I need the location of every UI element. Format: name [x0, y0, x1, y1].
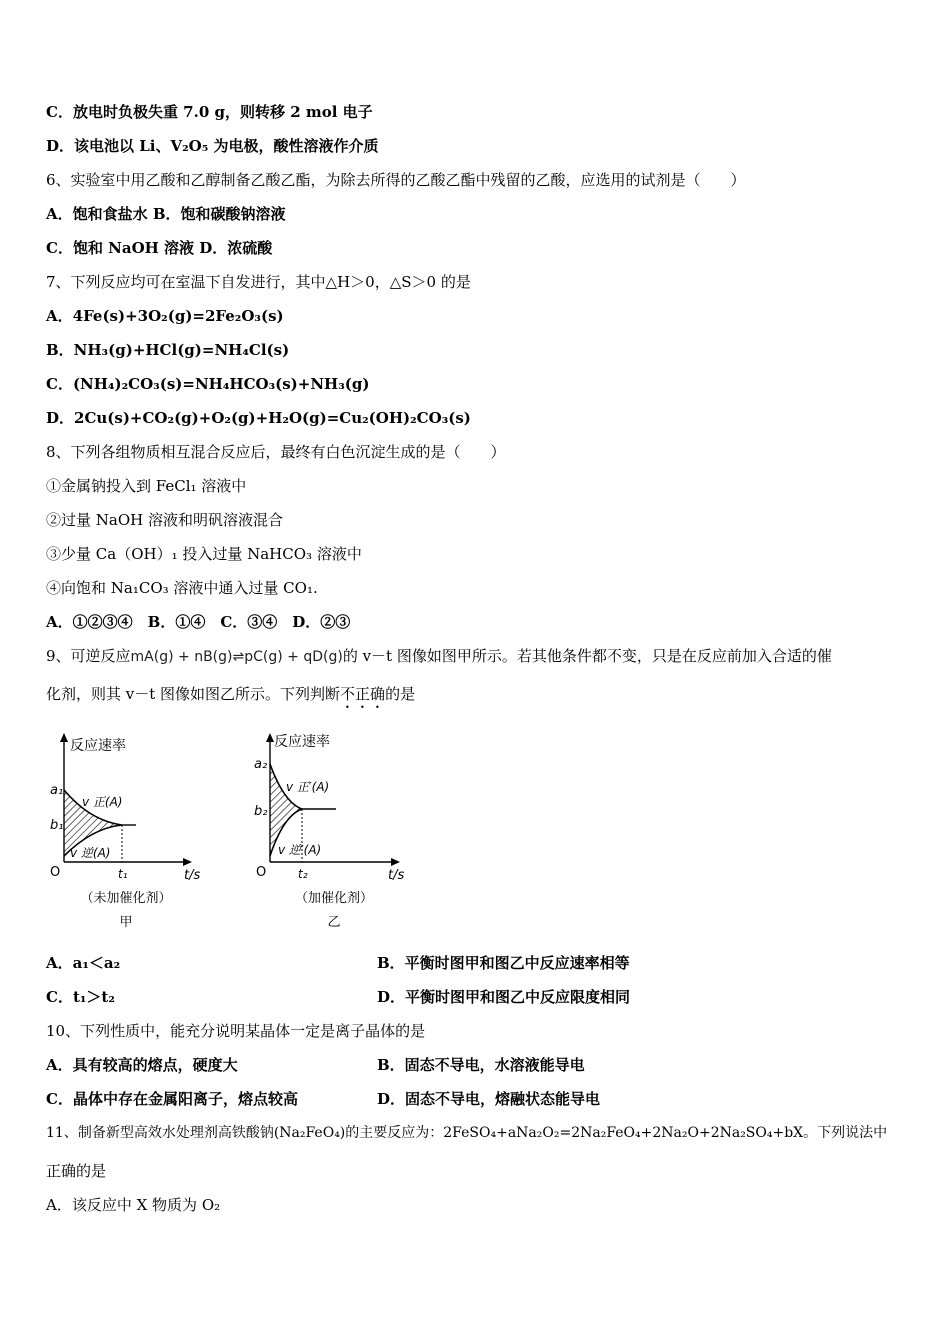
- graph-right: [252, 728, 422, 933]
- x-axis-arrow: [183, 858, 192, 866]
- q9-stem2-emphasis: 不正确: [340, 685, 386, 703]
- graph-left: [46, 728, 226, 933]
- q10-option-d: D．固态不导电，熔融状态能导电: [377, 1090, 601, 1108]
- q7-stem: 7、下列反应均可在室温下自发进行，其中△H＞0，△S＞0 的是: [46, 273, 471, 291]
- graph-name: 乙: [327, 915, 341, 930]
- q7-option-c: C．(NH₄)₂CO₃(s)=NH₄HCO₃(s)+NH₃(g): [46, 375, 370, 393]
- q8-options: A．①②③④ B．①④ C．③④ D．②③: [46, 613, 351, 631]
- q9-reaction: mA(g) + nB(g)⇌pC(g) + qD(g): [130, 649, 343, 665]
- x-unit-label: t/s: [388, 868, 405, 883]
- q9-stem2-suffix: 的是: [385, 685, 416, 703]
- q9-option-a: A．a₁＜a₂: [46, 954, 121, 972]
- q6-options-cd: C．饱和 NaOH 溶液 D．浓硫酸: [46, 239, 273, 257]
- y-axis-arrow: [266, 733, 274, 742]
- q10-option-a: A．具有较高的熔点，硬度大: [46, 1056, 238, 1074]
- q7-option-a: A．4Fe(s)+3O₂(g)=2Fe₂O₃(s): [46, 307, 284, 325]
- q11-stem-line2: 正确的是: [46, 1162, 107, 1180]
- y-axis-label: 反应速率: [70, 738, 126, 754]
- a-label: a₂: [254, 757, 268, 772]
- q9-option-b: B．平衡时图甲和图乙中反应速率相等: [377, 954, 630, 972]
- q9-option-c: C．t₁＞t₂: [46, 988, 115, 1006]
- q5-option-c: C．放电时负极失重 7.0 g，则转移 2 mol 电子: [46, 103, 373, 121]
- x-axis-arrow: [391, 858, 400, 866]
- t-label: t₂: [298, 867, 308, 881]
- q7-option-b: B．NH₃(g)+HCl(g)=NH₄Cl(s): [46, 341, 290, 359]
- q8-item-3: ③少量 Ca（OH）₁ 投入过量 NaHCO₃ 溶液中: [46, 545, 362, 563]
- q6-stem: 6、实验室中用乙酸和乙醇制备乙酸乙酯，为除去所得的乙酸乙酯中残留的乙酸，应选用的试剂是（ ）: [46, 171, 746, 189]
- a-label: a₁: [50, 783, 64, 798]
- b-label: b₁: [50, 818, 64, 833]
- b-label: b₂: [254, 804, 268, 819]
- q9-stem-line1: [46, 645, 832, 668]
- q8-stem: 8、下列各组物质相互混合反应后，最终有白色沉淀生成的是（ ）: [46, 443, 506, 461]
- q8-item-2: ②过量 NaOH 溶液和明矾溶液混合: [46, 511, 283, 529]
- q7-option-d: D．2Cu(s)+CO₂(g)+O₂(g)+H₂O(g)=Cu₂(OH)₂CO₃(s): [46, 409, 471, 427]
- q11-option-a: A．该反应中 X 物质为 O₂: [46, 1196, 221, 1214]
- y-axis-arrow: [60, 733, 68, 742]
- forward-label: v 正′(A): [286, 780, 330, 794]
- q9-option-d: D．平衡时图甲和图乙中反应限度相同: [377, 988, 631, 1006]
- q11-stem: 11、制备新型高效水处理剂高铁酸钠(Na₂FeO₄)的主要反应为：2FeSO₄+aNa₂O₂=2Na₂FeO₄+2Na₂O+2Na₂SO₄+bX。下列说法中: [46, 1125, 888, 1141]
- reverse-label: v 逆′(A): [278, 843, 322, 857]
- t-label: t₁: [118, 867, 128, 881]
- q6-options-ab: A．饱和食盐水 B．饱和碳酸钠溶液: [46, 205, 286, 223]
- q10-option-c: C．晶体中存在金属阳离子，熔点较高: [46, 1090, 298, 1108]
- q5-option-d: D．该电池以 Li、V₂O₅ 为电极，酸性溶液作介质: [46, 137, 379, 155]
- reverse-label: v 逆(A): [70, 846, 111, 860]
- forward-label: v 正(A): [82, 795, 123, 809]
- x-unit-label: t/s: [184, 868, 201, 883]
- y-axis-label: 反应速率: [274, 734, 330, 750]
- origin-label: O: [50, 865, 61, 880]
- q9-stem-line2: [46, 683, 415, 712]
- q9-stem-suffix: 的 v－t 图像如图甲所示。若其他条件都不变，只是在反应前加入合适的催: [342, 647, 832, 665]
- q8-item-1: ①金属钠投入到 FeCl₁ 溶液中: [46, 477, 247, 495]
- graph-name: 甲: [119, 915, 133, 930]
- caption: （未加催化剂）: [80, 891, 172, 906]
- q8-item-4: ④向饱和 Na₁CO₃ 溶液中通入过量 CO₁.: [46, 579, 318, 597]
- caption: （加催化剂）: [294, 891, 374, 906]
- q9-stem-prefix: 9、可逆反应: [46, 647, 131, 665]
- q10-stem: 10、下列性质中，能充分说明某晶体一定是离子晶体的是: [46, 1022, 426, 1040]
- q10-option-b: B．固态不导电，水溶液能导电: [377, 1056, 585, 1074]
- origin-label: O: [256, 865, 267, 880]
- q9-stem2-prefix: 化剂，则其 v－t 图像如图乙所示。下列判断: [46, 685, 341, 703]
